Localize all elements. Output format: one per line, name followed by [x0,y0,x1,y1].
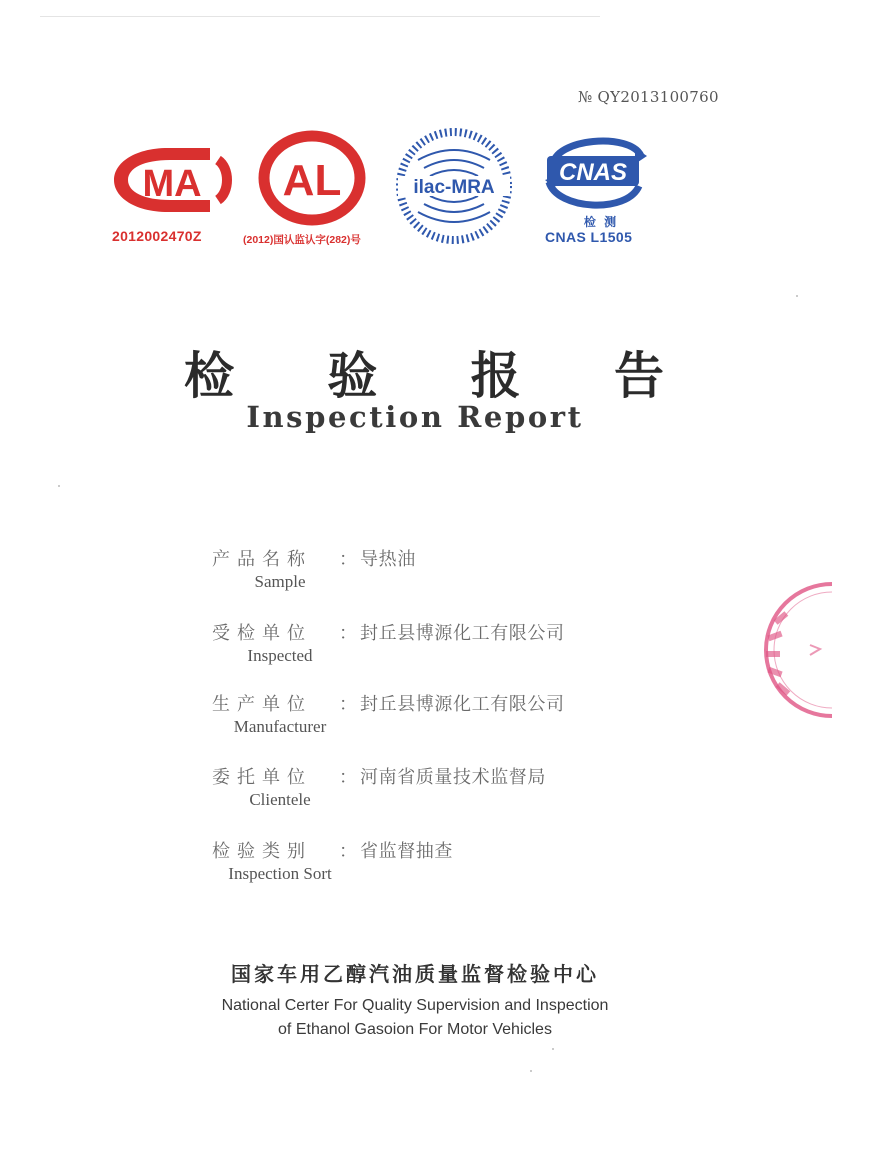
field-colon: ： [339,767,357,788]
organization-name-english-line2: of Ethanol Gasoion For Motor Vehicles [278,1021,552,1038]
scan-speck [552,1048,554,1050]
field-label-cn: 检验类别 [212,841,312,862]
top-edge-line [40,16,600,17]
field-inspected [0,619,872,679]
field-label-en: Sample [254,572,306,591]
field-sample [0,545,872,605]
organization-name-english-line1: National Certer For Quality Supervision and Inspection [221,997,609,1014]
field-clientele [0,763,872,823]
field-label-en: Inspected [247,646,313,665]
report-title-english: Inspection Report [246,400,584,434]
field-label-en: Clientele [249,790,311,809]
field-value: 导热油 [360,549,416,570]
cma-logo-icon [106,140,236,220]
scan-speck [796,295,798,297]
ilac-mra-logo-icon [396,126,512,246]
cnas-subtitle: 检 测 [583,215,619,229]
field-inspection-sort [0,837,872,897]
title-char: 验 [327,347,378,405]
ilac-mra-logo-text: ilac-MRA [413,177,495,198]
cal-logo-text: AL [282,156,342,205]
field-colon: ： [339,841,357,862]
field-colon: ： [339,549,357,570]
field-label-cn: 生产单位 [212,694,312,715]
field-value: 封丘县博源化工有限公司 [360,694,565,715]
field-label-cn: 产品名称 [212,549,312,570]
field-label-cn: 受检单位 [212,623,312,644]
cma-certificate-code: 2012002470Z [112,228,202,244]
report-title-chinese [184,336,664,408]
field-colon: ： [339,694,357,715]
cma-logo-text: MA [142,163,202,205]
cnas-logo-icon [531,126,655,220]
field-label-en: Inspection Sort [228,864,332,883]
field-label-en: Manufacturer [233,717,327,736]
title-char: 报 [470,347,521,405]
title-char: 检 [184,347,234,405]
title-char: 告 [613,347,664,405]
cal-logo-icon [257,129,367,227]
field-colon: ： [339,623,357,644]
field-value: 封丘县博源化工有限公司 [360,623,565,644]
field-value: 省监督抽查 [360,841,453,862]
field-label-cn: 委托单位 [212,767,312,788]
field-manufacturer [0,690,872,750]
scan-speck [530,1070,532,1072]
field-value: 河南省质量技术监督局 [360,767,546,788]
cnas-certificate-code: CNAS L1505 [545,229,633,245]
report-number: № QY2013100760 [578,88,719,106]
cnas-logo-text: CNAS [558,159,628,186]
cal-certificate-code: (2012)国认监认字(282)号 [243,234,361,246]
organization-name-chinese: 国家车用乙醇汽油质量监督检验中心 [231,962,599,986]
official-seal-icon [752,575,832,725]
scan-speck [58,485,60,487]
